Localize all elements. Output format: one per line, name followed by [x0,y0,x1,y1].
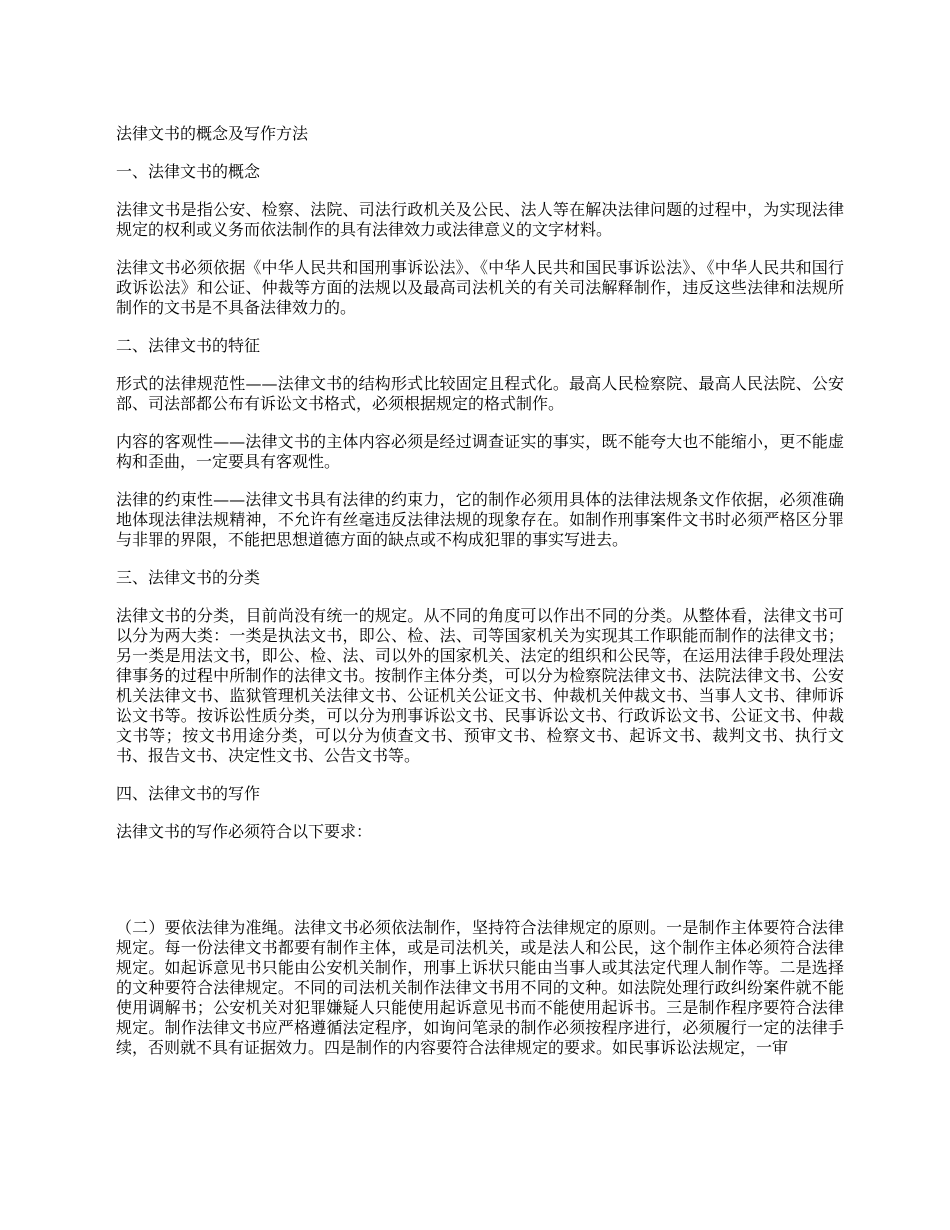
paragraph-writing-requirements: 法律文书的写作必须符合以下要求： [116,822,373,841]
heading-features: 二、法律文书的特征 [116,336,261,355]
heading-classification: 三、法律文书的分类 [116,568,261,587]
heading-concept: 一、法律文书的概念 [116,162,261,181]
paragraph-according-to-law: （二）要依法律为准绳。法律文书必须依法制作，坚持符合法律规定的原则。一是制作主体要符合法律规定。每一份法律文书都要有制作主体，或是司法机关，或是法人和公民，这个制作主体必须符合法律规定。如起诉意见书只能由公安机关制作，刑事上诉状只能由当事人或其法定代理人制作等。二是选择的文种要符合法律规定。不同的司法机关制作法律文书用不同的文种。如法院处理行政纠纷案件就不能使用调解书；公安机关对犯罪嫌疑人只能使用起诉意见书而不能使用起诉书。三是制作程序要符合法律规定。制作法律文书应严格遵循法定程序，如询问笔录的制作必须按程序进行，必须履行一定的法律手续，否则就不具有证据效力。四是制作的内容要符合法律规定的要求。如民事诉讼法规定，一审 [116,918,844,1057]
heading-writing: 四、法律文书的写作 [116,784,261,803]
paragraph-feature-form: 形式的法律规范性——法律文书的结构形式比较固定且程式化。最高人民检察院、最高人民法院、公安部、司法部都公布有诉讼文书格式，必须根据规定的格式制作。 [116,374,844,413]
paragraph-definition: 法律文书是指公安、检察、法院、司法行政机关及公民、法人等在解决法律问题的过程中，为实现法律规定的权利或义务而依法制作的具有法律效力或法律意义的文字材料。 [116,200,844,239]
paragraph-feature-binding: 法律的约束性——法律文书具有法律的约束力，它的制作必须用具体的法律法规条文作依据，必须准确地体现法律法规精神，不允许有丝毫违反法律法规的现象存在。如制作刑事案件文书时必须严格区分罪与非罪的界限，不能把思想道德方面的缺点或不构成犯罪的事实写进去。 [116,490,844,549]
document-title: 法律文书的概念及写作方法 [116,124,309,143]
paragraph-legal-basis: 法律文书必须依据《中华人民共和国刑事诉讼法》、《中华人民共和国民事诉讼法》、《中华人民共和国行政诉讼法》和公证、仲裁等方面的法规以及最高司法机关的有关司法解释制作，违反这些法律和法规所制作的文书是不具备法律效力的。 [116,258,844,317]
document-page [116,124,844,1058]
paragraph-feature-objectivity: 内容的客观性——法律文书的主体内容必须是经过调查证实的事实，既不能夸大也不能缩小，更不能虚构和歪曲，一定要具有客观性。 [116,432,844,471]
paragraph-classification: 法律文书的分类，目前尚没有统一的规定。从不同的角度可以作出不同的分类。从整体看，法律文书可以分为两大类：一类是执法文书，即公、检、法、司等国家机关为实现其工作职能而制作的法律文书；另一类是用法文书，即公、检、法、司以外的国家机关、法定的组织和公民等，在运用法律手段处理法律事务的过程中所制作的法律文书。按制作主体分类，可以分为检察院法律文书、法院法律文书、公安机关法律文书、监狱管理机关法律文书、公证机关公证文书、仲裁机关仲裁文书、当事人文书、律师诉讼文书等。按诉讼性质分类，可以分为刑事诉讼文书、民事诉讼文书、行政诉讼文书、公证文书、仲裁文书等；按文书用途分类，可以分为侦查文书、预审文书、检察文书、起诉文书、裁判文书、执行文书、报告文书、决定性文书、公告文书等。 [116,606,844,765]
